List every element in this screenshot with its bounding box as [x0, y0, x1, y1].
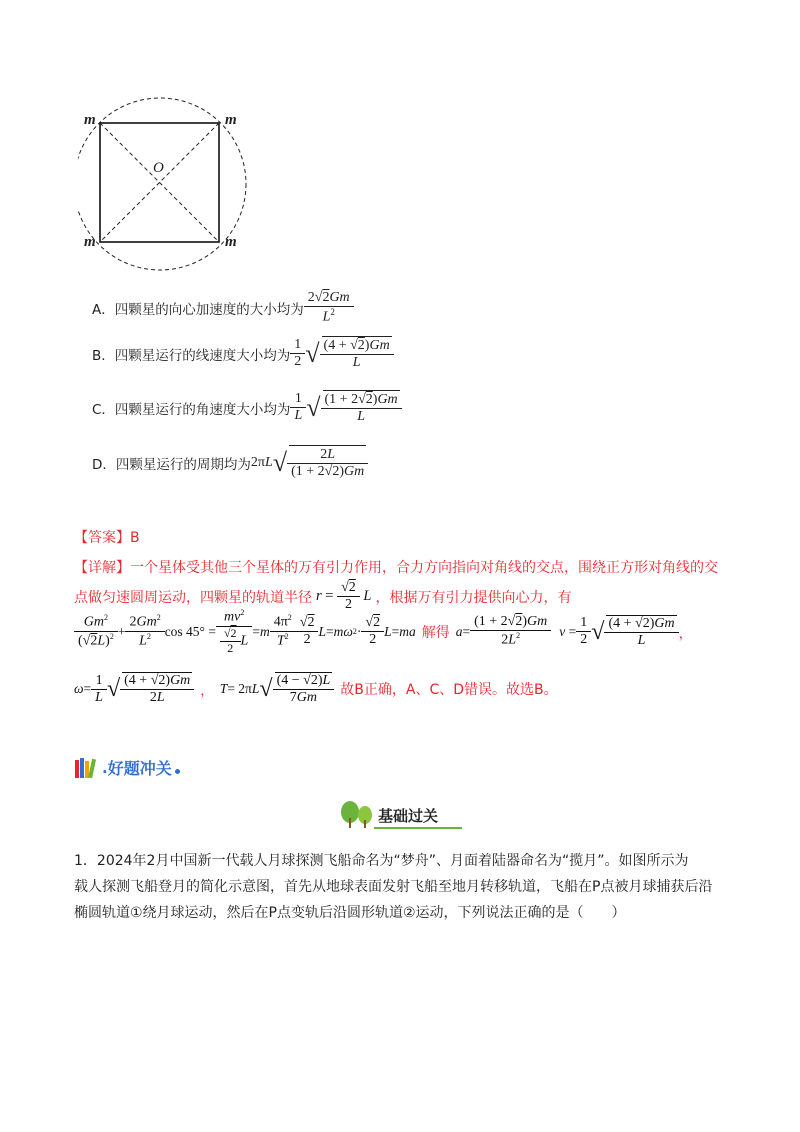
option-c-label: C．四颗星运行的角速度大小均为 — [92, 401, 291, 418]
sub-title: 基础过关 — [378, 807, 439, 825]
option-b-radicand: $\frac{(4 + √2)Gm}{L}$ — [322, 336, 392, 371]
omega-period-line: ω = $\frac{1}{L}$ √ $\frac{(4 + √2)Gm}{2L}$ ， T = 2π L √ $\frac{(4 - √2)L}{7Gm}$ 故B正确，A、C、D错误。故选B。 — [74, 672, 558, 706]
option-d-label: D．四颗星运行的周期均为 — [92, 456, 251, 473]
mass-label-top-right: m — [225, 112, 237, 128]
mass-label-top-left: m — [84, 112, 96, 128]
option-a — [92, 290, 354, 326]
answer: 【答案】B — [74, 530, 140, 546]
option-b: B．四颗星运行的线速度大小均为 $\frac{1}{2}$ √ $\frac{(4 + √2)Gm}{L}$ — [92, 336, 394, 371]
question-1-line-2: 载人探测飞船登月的简化示意图，首先从地球表面发射飞船至地月转移轨道，飞船在P点被月球捕获后沿 — [74, 879, 713, 895]
option-d-radicand: $\frac{2L}{(1 + 2√2)Gm}$ — [289, 445, 366, 480]
option-d: D．四颗星运行的周期均为 2πL √ $\frac{2L}{(1 + 2√2)Gm}$ — [92, 445, 368, 480]
option-c-radicand: $\frac{(1 + 2√2)Gm}{L}$ — [323, 390, 400, 425]
books-icon — [74, 757, 100, 779]
detail-line-1: 【详解】一个星体受其他三个星体的万有引力作用，合力方向指向对角线的交点，围绕正方形对角线的交 — [74, 560, 718, 576]
detail-line-2: 点做匀速圆周运动，四颗星的轨道半径 r = $\frac{√2}{2}$ L ，根据万有引力提供向心力，有 — [74, 580, 572, 613]
detail-line-2b: ，根据万有引力提供向心力，有 — [375, 589, 572, 606]
section-title: 好题冲关 — [107, 759, 172, 778]
mass-label-bottom-left: m — [84, 234, 96, 250]
conclusion: 故B正确，A、C、D错误。故选B。 — [340, 682, 558, 699]
sub-header — [338, 800, 463, 830]
option-c: C．四颗星运行的角速度大小均为 $\frac{1}{L}$ √ $\frac{(1 + 2√2)Gm}{L}$ — [92, 390, 402, 425]
force-equation: $\frac{Gm^2}{(√2L)^2}$ + $\frac{2Gm^2}{L^2}$ cos 45° = $mv^2$ $\frac{√2}{2}$ L = m $\frac{4\pi^2}{T^2}$ $\frac{√2}{2}$ L = mω 2 · $\frac{√2}{2}$ L = ma 解得 a = $\frac{(1 + 2√2)Gm}{2L^2}$ v = $\frac{1}{2}$ √ $\frac{(4 + √2)Gm}{L}$ ， — [74, 608, 692, 655]
tree-icon — [338, 800, 378, 830]
option-b-label: B．四颗星运行的线速度大小均为 — [92, 347, 291, 364]
option-a-formula: $\frac{2√2Gm}{L^2}$ — [306, 290, 352, 326]
mass-label-bottom-right: m — [225, 234, 237, 250]
jiede-label: 解得 — [421, 624, 450, 641]
detail-line-2a: 点做匀速圆周运动，四颗星的轨道半径 — [74, 589, 312, 606]
option-a-label: A．四颗星的向心加速度的大小均为 — [92, 301, 304, 318]
section-header: . 好题冲关 — [74, 756, 180, 779]
option-c-coeff: $\frac{1}{L}$ — [292, 391, 304, 424]
section-dot — [175, 769, 180, 774]
orbit-circle — [78, 98, 246, 270]
sub-header-underline — [374, 827, 462, 829]
option-b-coeff: $\frac{1}{2}$ — [292, 337, 303, 370]
question-1-line-3: 椭圆轨道①绕月球运动，然后在P点变轨后沿圆形轨道②运动，下列说法正确的是（ ） — [74, 905, 626, 921]
question-1-line-1: 1．2024年2月中国新一代载人月球探测飞船命名为“梦舟”、月面着陆器命名为“揽月”。如图所示为 — [74, 853, 689, 869]
center-label: O — [153, 160, 164, 176]
